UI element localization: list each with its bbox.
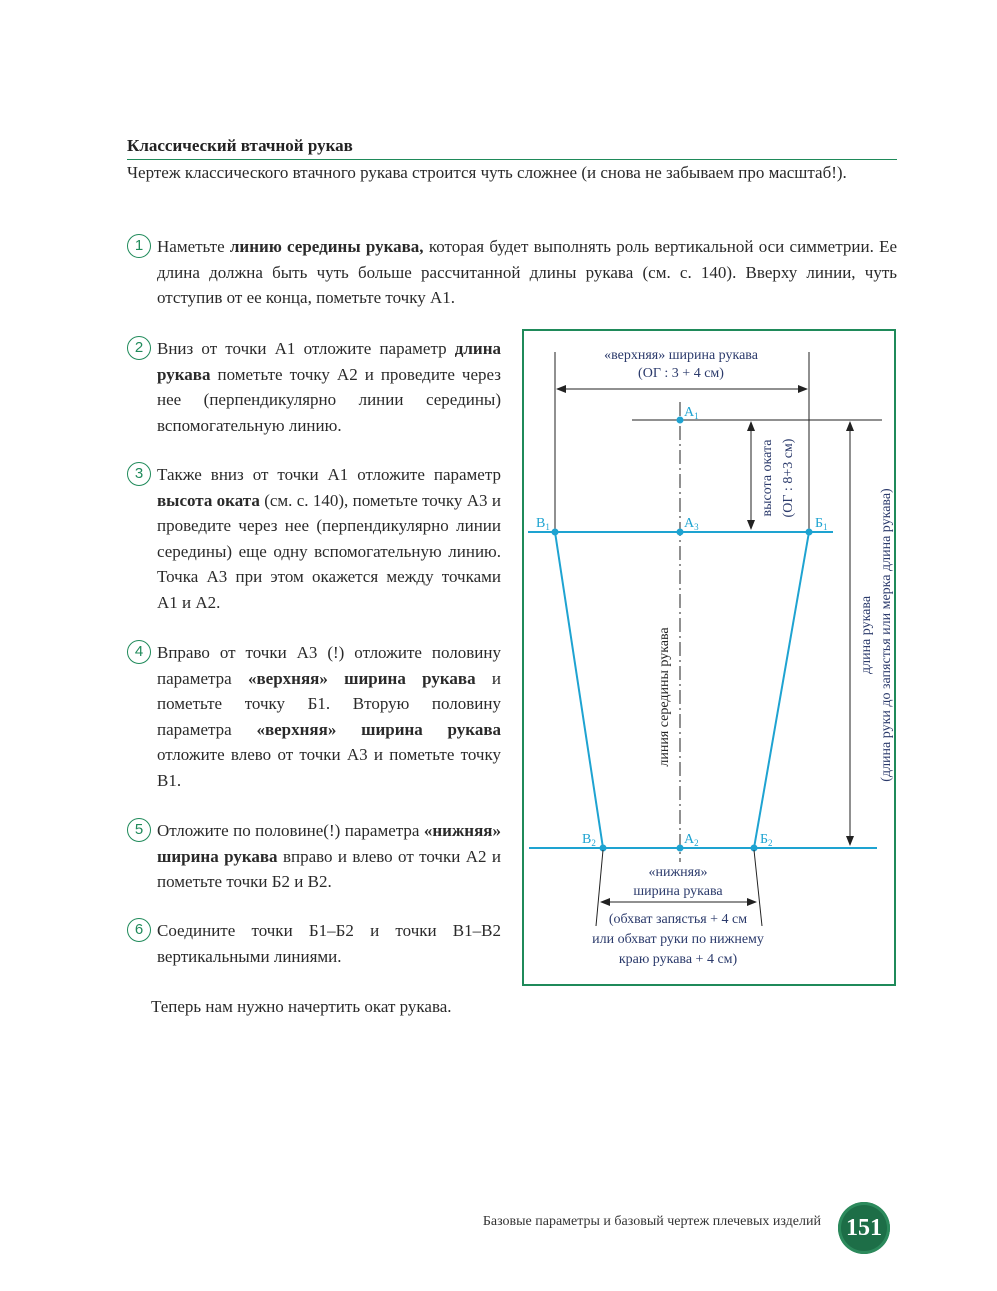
label-b2: $Б_2$: [760, 832, 773, 848]
bottom-width-label-1: «нижняя»: [648, 865, 708, 880]
top-width-formula: (ОГ : 3 + 4 см): [638, 366, 724, 381]
label-v1: $В_1$: [536, 516, 550, 532]
step-text: Вправо от точки А3 (!) отложите половину параметра: [157, 643, 501, 688]
step-3: [134, 462, 501, 615]
point-a3: [677, 529, 684, 536]
intro-paragraph: Чертеж классического втачного рукава строится чуть сложнее (и снова не забываем про масштаб!).: [127, 163, 847, 182]
bottom-width-extension-left: [596, 850, 603, 926]
step-5: [134, 818, 502, 895]
step-text: Наметьте: [157, 237, 230, 256]
top-width-label: «верхняя» ширина рукава: [604, 348, 758, 363]
bottom-note-1: (обхват запястья + 4 см: [608, 912, 748, 927]
step-1: [134, 234, 897, 311]
sleeve-length-note: (длина руки до запястья или мерка длина рукава): [879, 488, 894, 782]
step-text: и пометьте точку Б1. Вторую половину параметра: [157, 668, 501, 739]
point-a1: [677, 417, 684, 424]
label-a3: $А_3$: [684, 516, 699, 532]
step-text: Соедините точки Б1–Б2 и точки В1–В2 вертикальными линиями.: [157, 921, 501, 966]
step-term: линию середины рукава,: [229, 237, 424, 256]
step-term: «верхняя» ширина рукава: [256, 719, 501, 739]
step-number: 3: [127, 462, 151, 486]
step-text: пометьте точку А2 и проведите через нее (перпендикулярно линии середины) вспомогательную линию.: [157, 364, 501, 435]
step-term: «верхняя» ширина рукава: [247, 668, 476, 688]
label-a1: $А_1$: [684, 405, 699, 421]
side-seam-right: [754, 532, 809, 848]
step-term: «нижняя» ширина рукава: [157, 821, 501, 866]
step-6: [134, 918, 501, 969]
step-text: отложите влево от точки А3 и пометьте точку В1.: [157, 745, 501, 790]
step-text: Вниз от точки А1 отложите параметр: [157, 339, 455, 358]
step-number: 2: [127, 336, 151, 360]
centerline-label: линия середины рукава: [657, 627, 672, 767]
point-v1: [552, 529, 559, 536]
bottom-width-extension-right: [754, 850, 762, 926]
step-text: которая будет выполнять роль вертикальной оси симметрии. Ее длина должна быть чуть больше рассчитанной длины рукава (см. с. 140). Вверху линии, чуть отступив от ее конца, пометьте точку А1.: [157, 237, 897, 307]
step-2: [134, 336, 501, 438]
bottom-width-label-2: ширина рукава: [633, 884, 723, 899]
sleeve-drawing: [522, 329, 896, 986]
step-text: (см. с. 140), пометьте точку А3 и проведите через нее (перпендикулярно линии середины) еще одну вспомогательную линию. Точка А3 при этом окажется между точками А1 и А2.: [157, 490, 501, 612]
step-number: 4: [127, 640, 151, 664]
section-title: Классический втачной рукав: [127, 136, 897, 160]
point-a2: [677, 845, 684, 852]
step-number: 5: [127, 818, 151, 842]
side-seam-left: [555, 532, 603, 848]
sleeve-length-label: длина рукава: [859, 595, 874, 675]
step-number: 1: [127, 234, 151, 258]
bottom-note-2: или обхват руки по нижнему: [592, 932, 764, 947]
step-text: вправо и влево от точки А2 и пометьте точки Б2 и В2.: [157, 846, 502, 891]
point-b1: [806, 529, 813, 536]
bottom-note-3: краю рукава + 4 см): [618, 952, 738, 967]
closing-sentence: Теперь нам нужно начертить окат рукава.: [151, 997, 452, 1016]
page-number-badge: 151: [838, 1202, 890, 1254]
step-4: [134, 640, 501, 793]
label-a2: $А_2$: [684, 832, 699, 848]
step-text: Отложите по половине(!) параметра: [157, 821, 424, 840]
running-footer: Базовые параметры и базовый чертеж плечевых изделий: [482, 1214, 821, 1229]
step-number: 6: [127, 918, 151, 942]
step-term: высота оката: [157, 490, 260, 510]
cap-height-label: высота оката: [760, 439, 775, 517]
label-v2: $В_2$: [582, 832, 596, 848]
label-b1: $Б_1$: [815, 516, 828, 532]
step-term: длина рукава: [157, 339, 501, 384]
sleeve-diagram: [522, 329, 896, 986]
cap-height-formula: (ОГ : 8+3 см): [781, 438, 796, 518]
step-text: Также вниз от точки А1 отложите параметр: [157, 465, 501, 484]
